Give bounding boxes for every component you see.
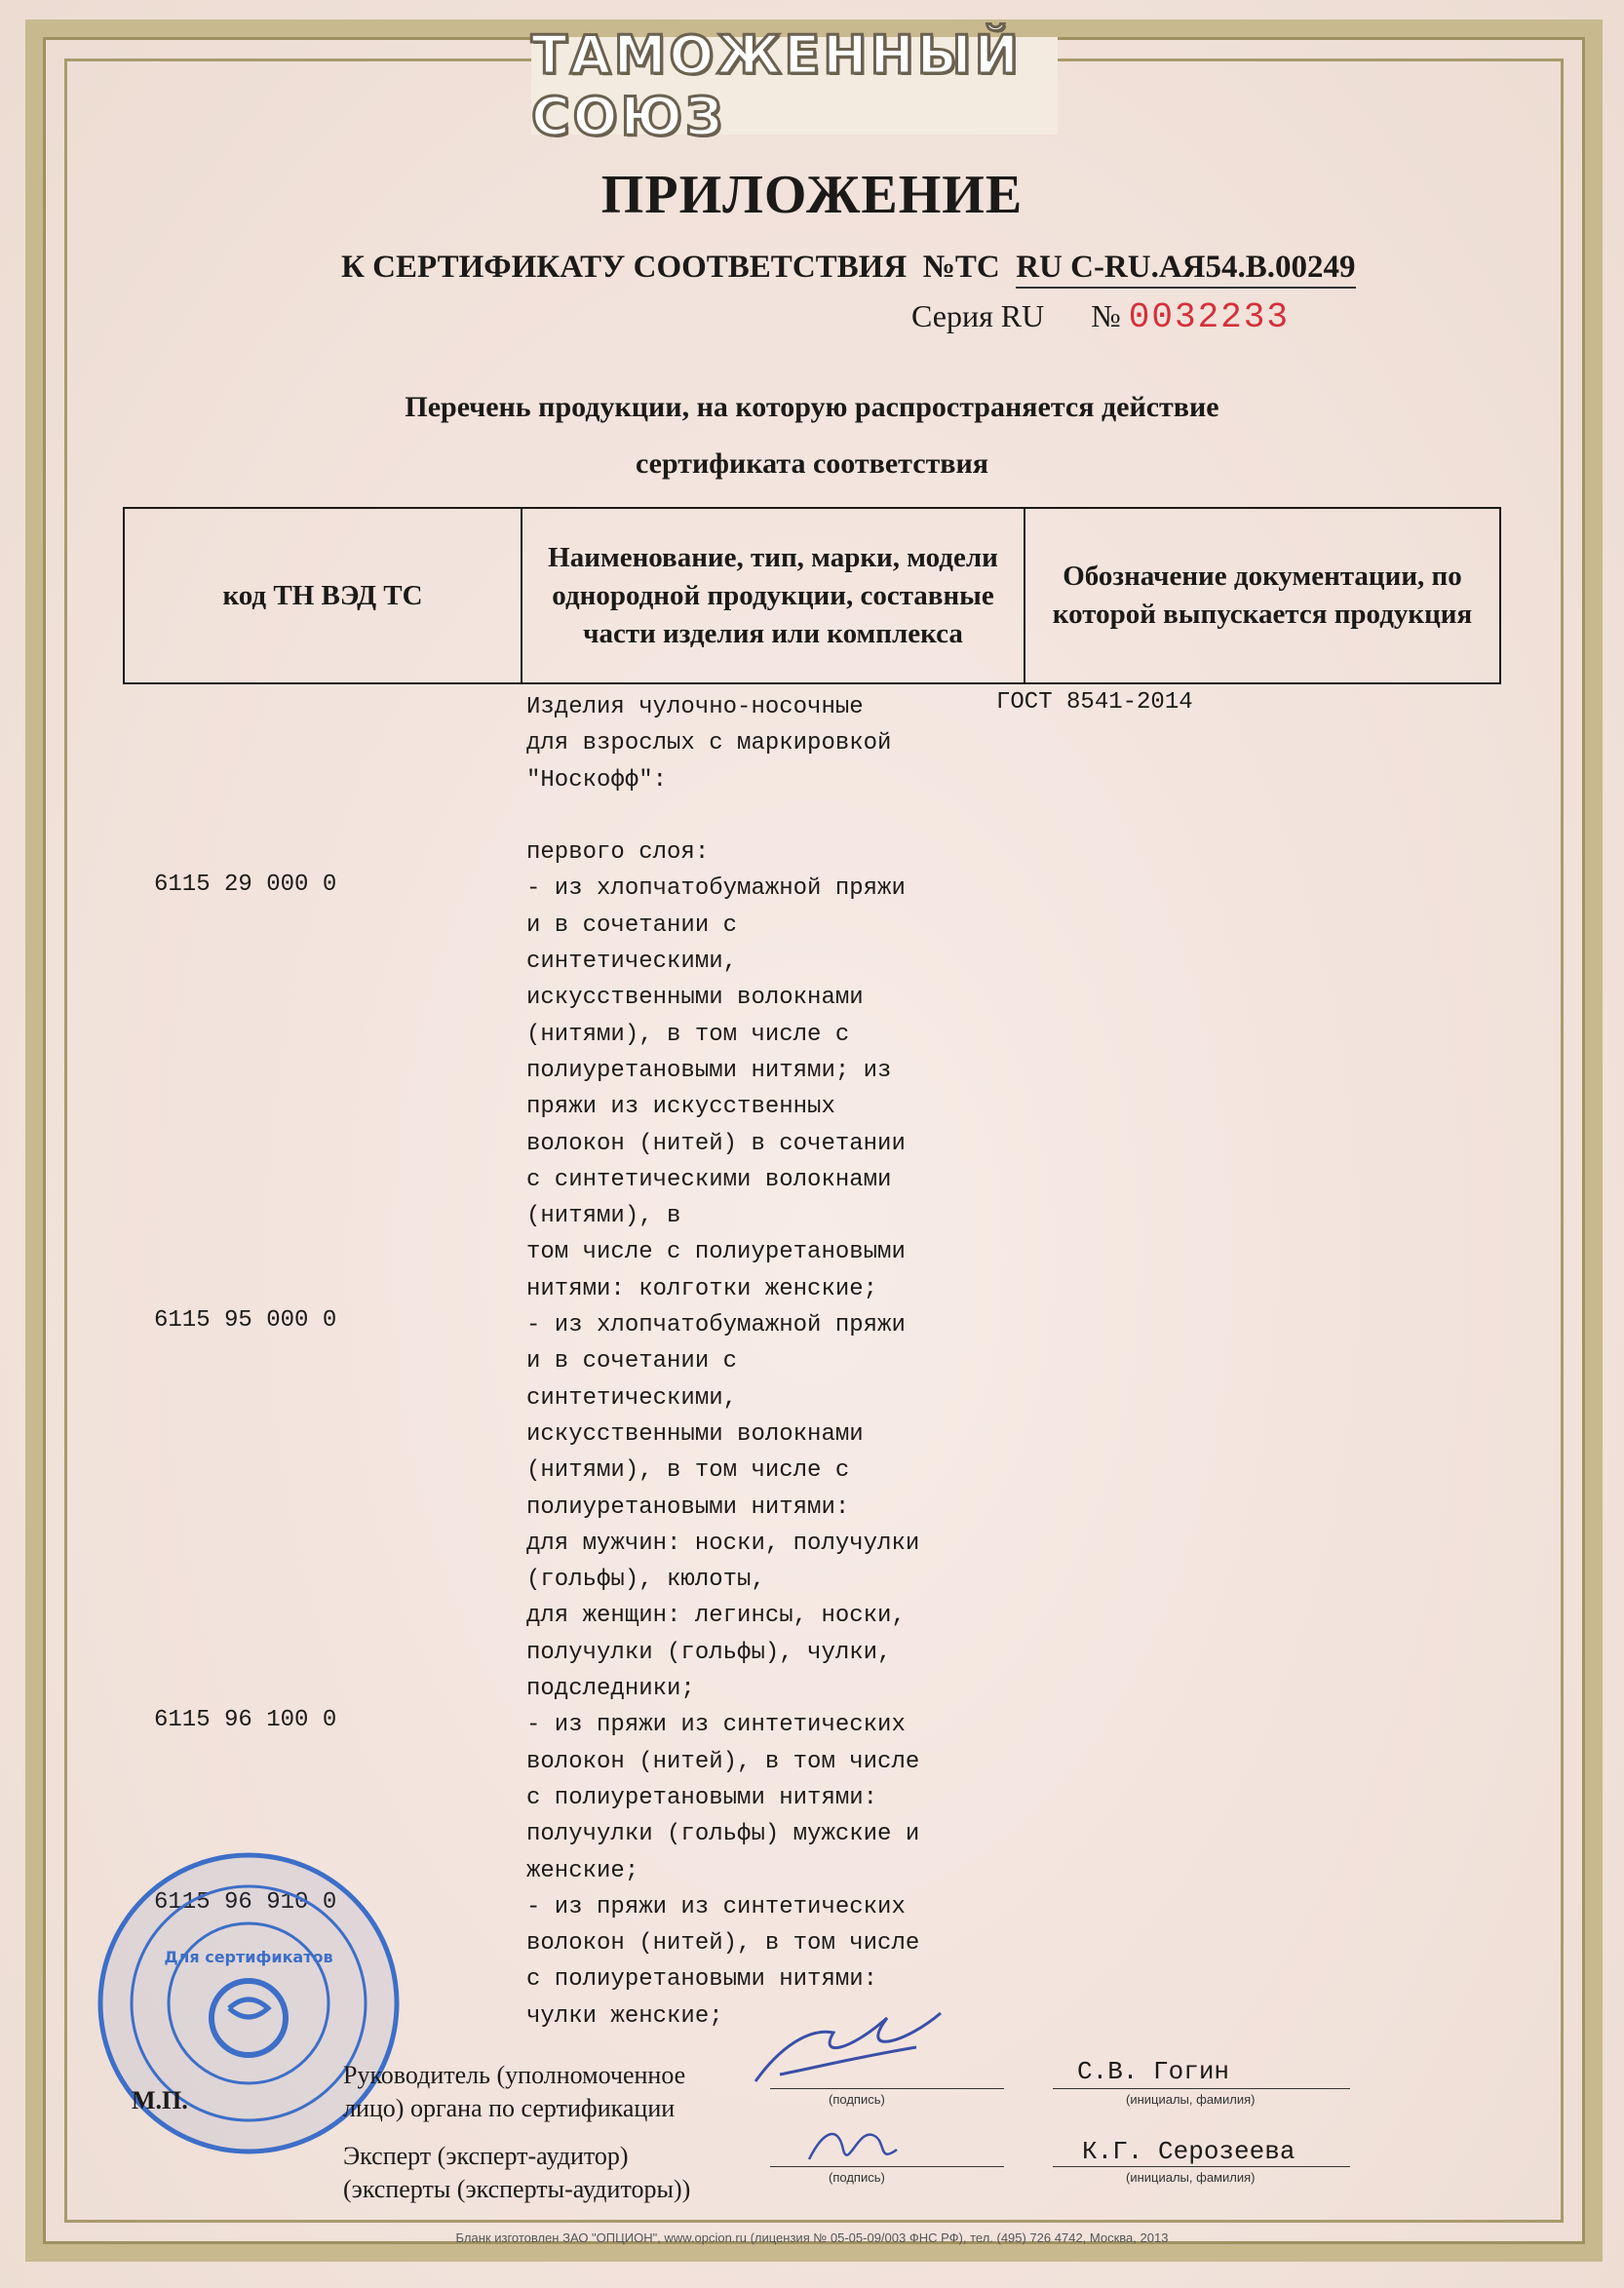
list-heading-line-1: Перечень продукции, на которую распространяется действие <box>405 391 1219 423</box>
product-line: полиуретановыми нитями: <box>526 1493 850 1521</box>
certificate-number-label: №ТС <box>922 250 1000 285</box>
product-line: подследники; <box>526 1676 695 1703</box>
head-label-line-1: Руководитель (уполномоченное <box>343 2061 686 2089</box>
product-line: волокон (нитей) в сочетании <box>526 1130 906 1157</box>
list-heading-line-2: сертификата соответствия <box>635 447 989 480</box>
series-value: RU <box>1000 298 1045 333</box>
expert-name-caption: (инициалы, фамилия) <box>1126 2170 1256 2185</box>
documentation-standard: ГОСТ 8541-2014 <box>996 689 1193 716</box>
product-line: синтетическими, <box>526 949 738 976</box>
product-line <box>526 798 1014 834</box>
product-line: - из хлопчатобумажной пряжи <box>526 1312 906 1339</box>
head-signature-caption: (подпись) <box>829 2092 885 2107</box>
hs-code: 6115 96 100 0 <box>154 1707 337 1734</box>
certificate-prefix: К СЕРТИФИКАТУ СООТВЕТСТВИЯ <box>341 250 908 285</box>
expert-name: К.Г. Серозеева <box>1082 2137 1295 2166</box>
product-line: волокон (нитей), в том числе <box>526 1748 920 1775</box>
certificate-number: RU C-RU.АЯ54.В.00249 <box>1016 250 1355 289</box>
product-line: и в сочетании с <box>526 1348 738 1376</box>
product-line: получулки (гольфы) мужские и <box>526 1821 920 1848</box>
product-line: с полиуретановыми нитями: <box>526 1784 878 1811</box>
product-description-column <box>526 689 1014 2035</box>
product-line: (нитями), в том числе с <box>526 1457 850 1485</box>
expert-signature-caption: (подпись) <box>829 2170 885 2185</box>
header-hs-code: код ТН ВЭД ТС <box>124 508 522 683</box>
hs-code: 6115 29 000 0 <box>154 871 337 898</box>
series-label: Серия <box>911 298 993 333</box>
product-line: - из пряжи из синтетических <box>526 1893 906 1920</box>
product-line: с полиуретановыми нитями: <box>526 1966 878 1994</box>
head-name-line <box>1053 2088 1350 2089</box>
product-line: для мужчин: носки, получулки <box>526 1530 920 1557</box>
expert-name-line <box>1053 2166 1350 2167</box>
head-name: С.В. Гогин <box>1077 2057 1230 2086</box>
head-label-line-2: лицо) органа по сертификации <box>343 2094 676 2122</box>
stamp-text: Для сертификатов <box>164 1948 333 1966</box>
product-line: (гольфы), кюлоты, <box>526 1567 765 1594</box>
blank-number: 0032233 <box>1128 297 1290 337</box>
expert-signature-icon <box>799 2111 907 2179</box>
product-line: (нитями), в том числе с <box>526 1021 850 1048</box>
product-line: для женщин: легинсы, носки, <box>526 1603 906 1630</box>
product-line: первого слоя: <box>526 839 710 867</box>
product-line: том числе с полиуретановыми <box>526 1239 906 1266</box>
product-line: искусственными волокнами <box>526 1420 864 1448</box>
expert-label-line-2: (эксперты (эксперты-аудиторы)) <box>343 2175 691 2203</box>
product-line: полиуретановыми нитями; из <box>526 1057 892 1084</box>
product-line: нитями: колготки женские; <box>526 1275 878 1302</box>
product-line: Изделия чулочно-носочные <box>526 694 864 720</box>
product-line: (нитями), в <box>526 1203 681 1230</box>
product-line: - из хлопчатобумажной пряжи <box>526 875 906 903</box>
seal-place-label: М.П. <box>132 2086 188 2114</box>
header-documentation: Обозначение документации, по которой выпускается продукция <box>1025 508 1500 683</box>
header-product-name: Наименование, тип, марки, модели однородной продукции, составные части изделия или комплекса <box>522 508 1025 683</box>
product-line: волокон (нитей), в том числе <box>526 1930 920 1958</box>
head-signature-icon <box>741 1989 955 2096</box>
product-line: синтетическими, <box>526 1384 738 1412</box>
blank-footer: Бланк изготовлен ЗАО "ОПЦИОН", www.opcion.ru (лицензия № 05-05-09/003 ФНС РФ), тел. (495) 726 4742, Москва, 2013 <box>455 2230 1169 2245</box>
products-table-header <box>123 507 1501 684</box>
product-line: с синтетическими волокнами <box>526 1166 892 1193</box>
customs-union-header <box>531 24 1058 147</box>
product-line: "Носкофф": <box>526 766 668 794</box>
product-line: пряжи из искусственных <box>526 1094 835 1121</box>
document-title: ПРИЛОЖЕНИЕ <box>600 165 1024 225</box>
product-line: получулки (гольфы), чулки, <box>526 1639 892 1666</box>
head-name-caption: (инициалы, фамилия) <box>1126 2092 1256 2107</box>
customs-union-title: ТАМОЖЕННЫЙ СОЮЗ <box>531 24 1022 147</box>
certificate-reference <box>341 250 1356 286</box>
product-line: и в сочетании с <box>526 911 738 939</box>
series-line <box>911 297 1290 337</box>
product-line: женские; <box>526 1857 639 1884</box>
product-line: - из пряжи из синтетических <box>526 1712 906 1739</box>
blank-number-label: № <box>1091 298 1121 333</box>
expert-label-line-1: Эксперт (эксперт-аудитор) <box>343 2142 629 2170</box>
hs-code: 6115 95 000 0 <box>154 1307 337 1335</box>
product-line: искусственными волокнами <box>526 985 864 1012</box>
product-line: для взрослых с маркировкой <box>526 730 892 757</box>
product-line: чулки женские; <box>526 2002 723 2030</box>
